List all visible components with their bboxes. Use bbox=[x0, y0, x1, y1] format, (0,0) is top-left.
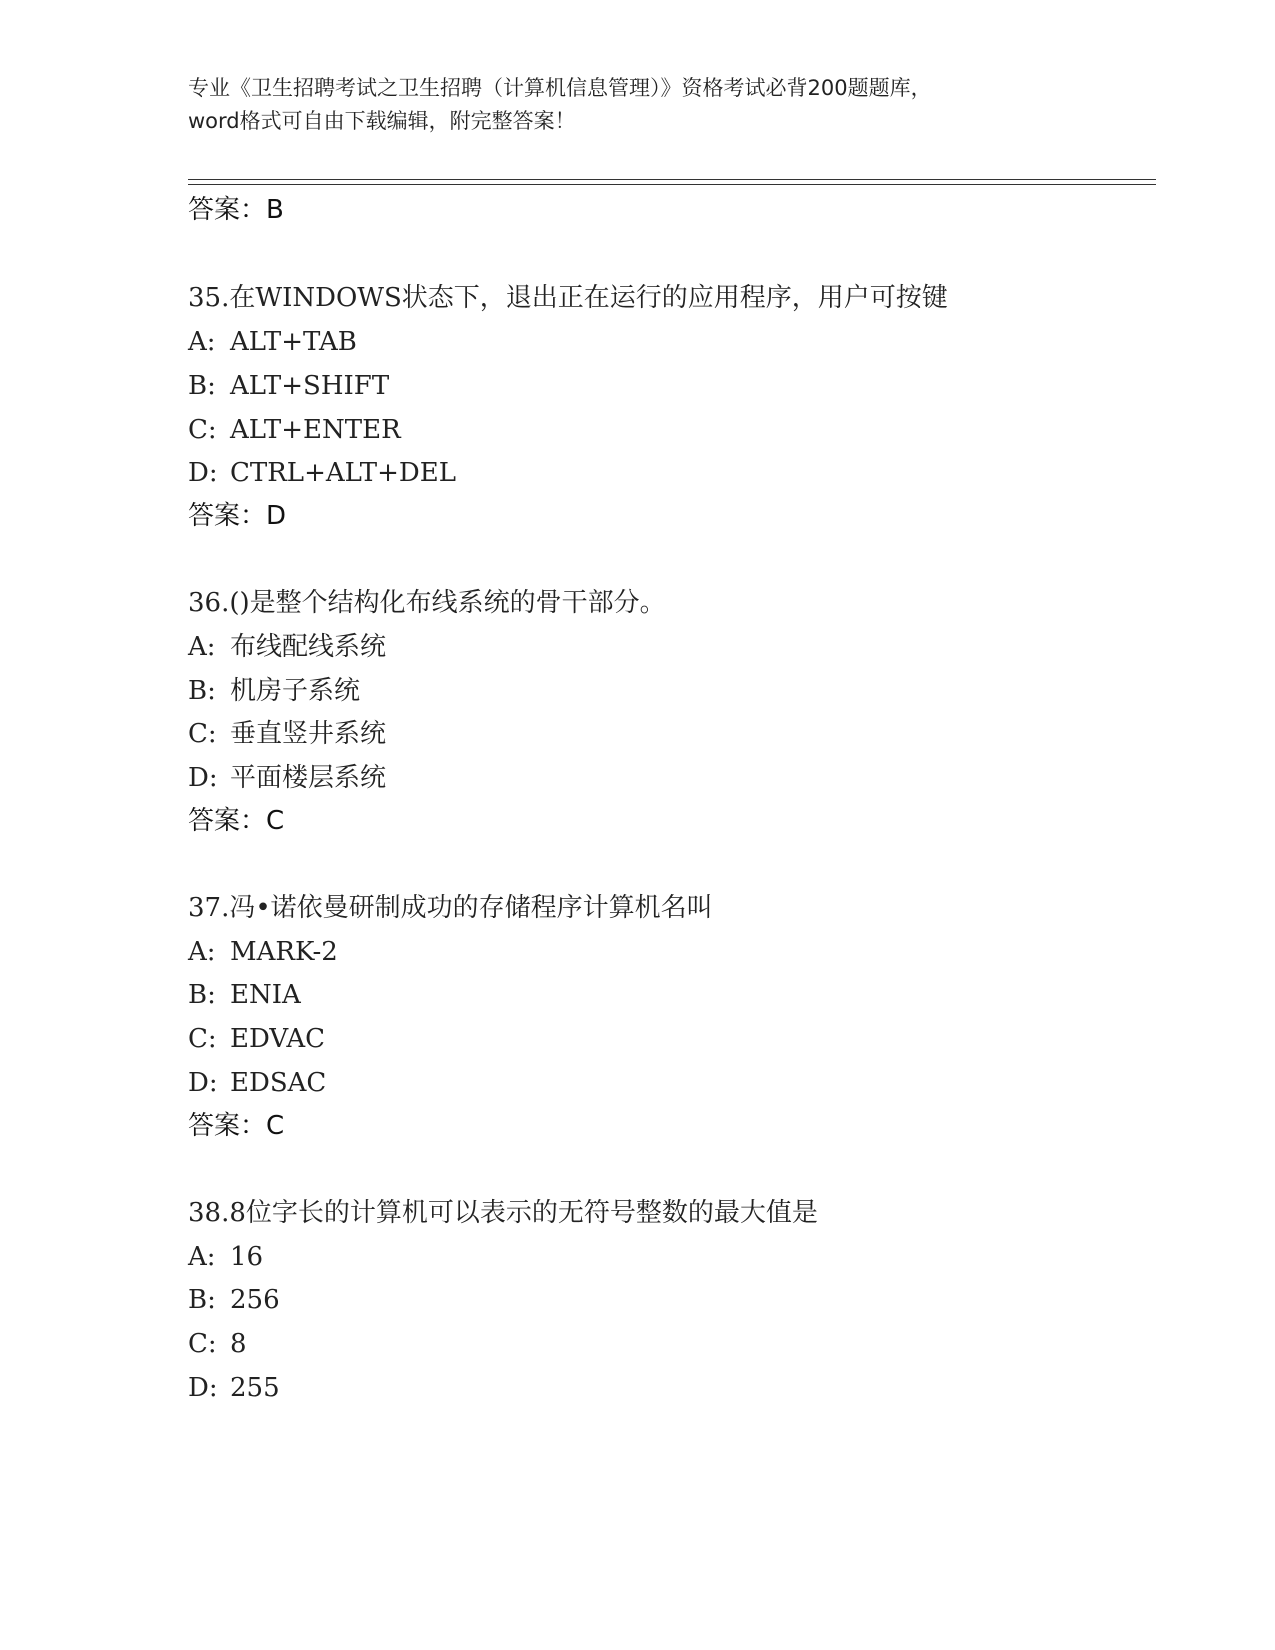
question-37-title: 37.冯•诺依曼研制成功的存储程序计算机名叫 bbox=[188, 893, 713, 923]
question-36-title: 36.()是整个结构化布线系统的骨干部分。 bbox=[188, 588, 666, 618]
question-37-option-a: A: MARK-2 bbox=[188, 937, 338, 967]
question-38-title: 38.8位字长的计算机可以表示的无符号整数的最大值是 bbox=[188, 1198, 818, 1228]
question-35-title: 35.在WINDOWS状态下，退出正在运行的应用程序，用户可按键 bbox=[188, 283, 948, 313]
question-37-option-d: D: EDSAC bbox=[188, 1068, 327, 1098]
question-38-option-a: A: 16 bbox=[188, 1242, 264, 1272]
question-35-option-b: B: ALT+SHIFT bbox=[188, 371, 390, 401]
question-35-answer: 答案：D bbox=[188, 501, 287, 531]
question-37-option-b: B: ENIA bbox=[188, 980, 301, 1010]
question-35-option-a: A: ALT+TAB bbox=[188, 327, 357, 357]
question-38-option-b: B: 256 bbox=[188, 1285, 280, 1315]
question-37-answer: 答案：C bbox=[188, 1111, 285, 1141]
question-38-option-d: D: 255 bbox=[188, 1373, 280, 1403]
question-36-option-d: D: 平面楼层系统 bbox=[188, 763, 387, 793]
question-37-option-c: C: EDVAC bbox=[188, 1024, 326, 1054]
header-divider-top bbox=[188, 179, 1156, 180]
document-header bbox=[188, 72, 1088, 138]
question-36-option-a: A: 布线配线系统 bbox=[188, 632, 387, 662]
question-38-option-c: C: 8 bbox=[188, 1329, 247, 1359]
question-36-answer: 答案：C bbox=[188, 806, 285, 836]
question-35-option-d: D: CTRL+ALT+DEL bbox=[188, 458, 457, 488]
question-35-option-c: C: ALT+ENTER bbox=[188, 415, 401, 445]
header-divider-bottom bbox=[188, 184, 1156, 185]
question-36-option-c: C: 垂直竖井系统 bbox=[188, 719, 387, 749]
question-36-option-b: B: 机房子系统 bbox=[188, 676, 361, 706]
header-line-1: 专业《卫生招聘考试之卫生招聘（计算机信息管理）》资格考试必背200题题库， bbox=[188, 76, 932, 100]
header-line-2: word格式可自由下载编辑，附完整答案！ bbox=[188, 109, 576, 133]
previous-answer: 答案：B bbox=[188, 195, 284, 225]
